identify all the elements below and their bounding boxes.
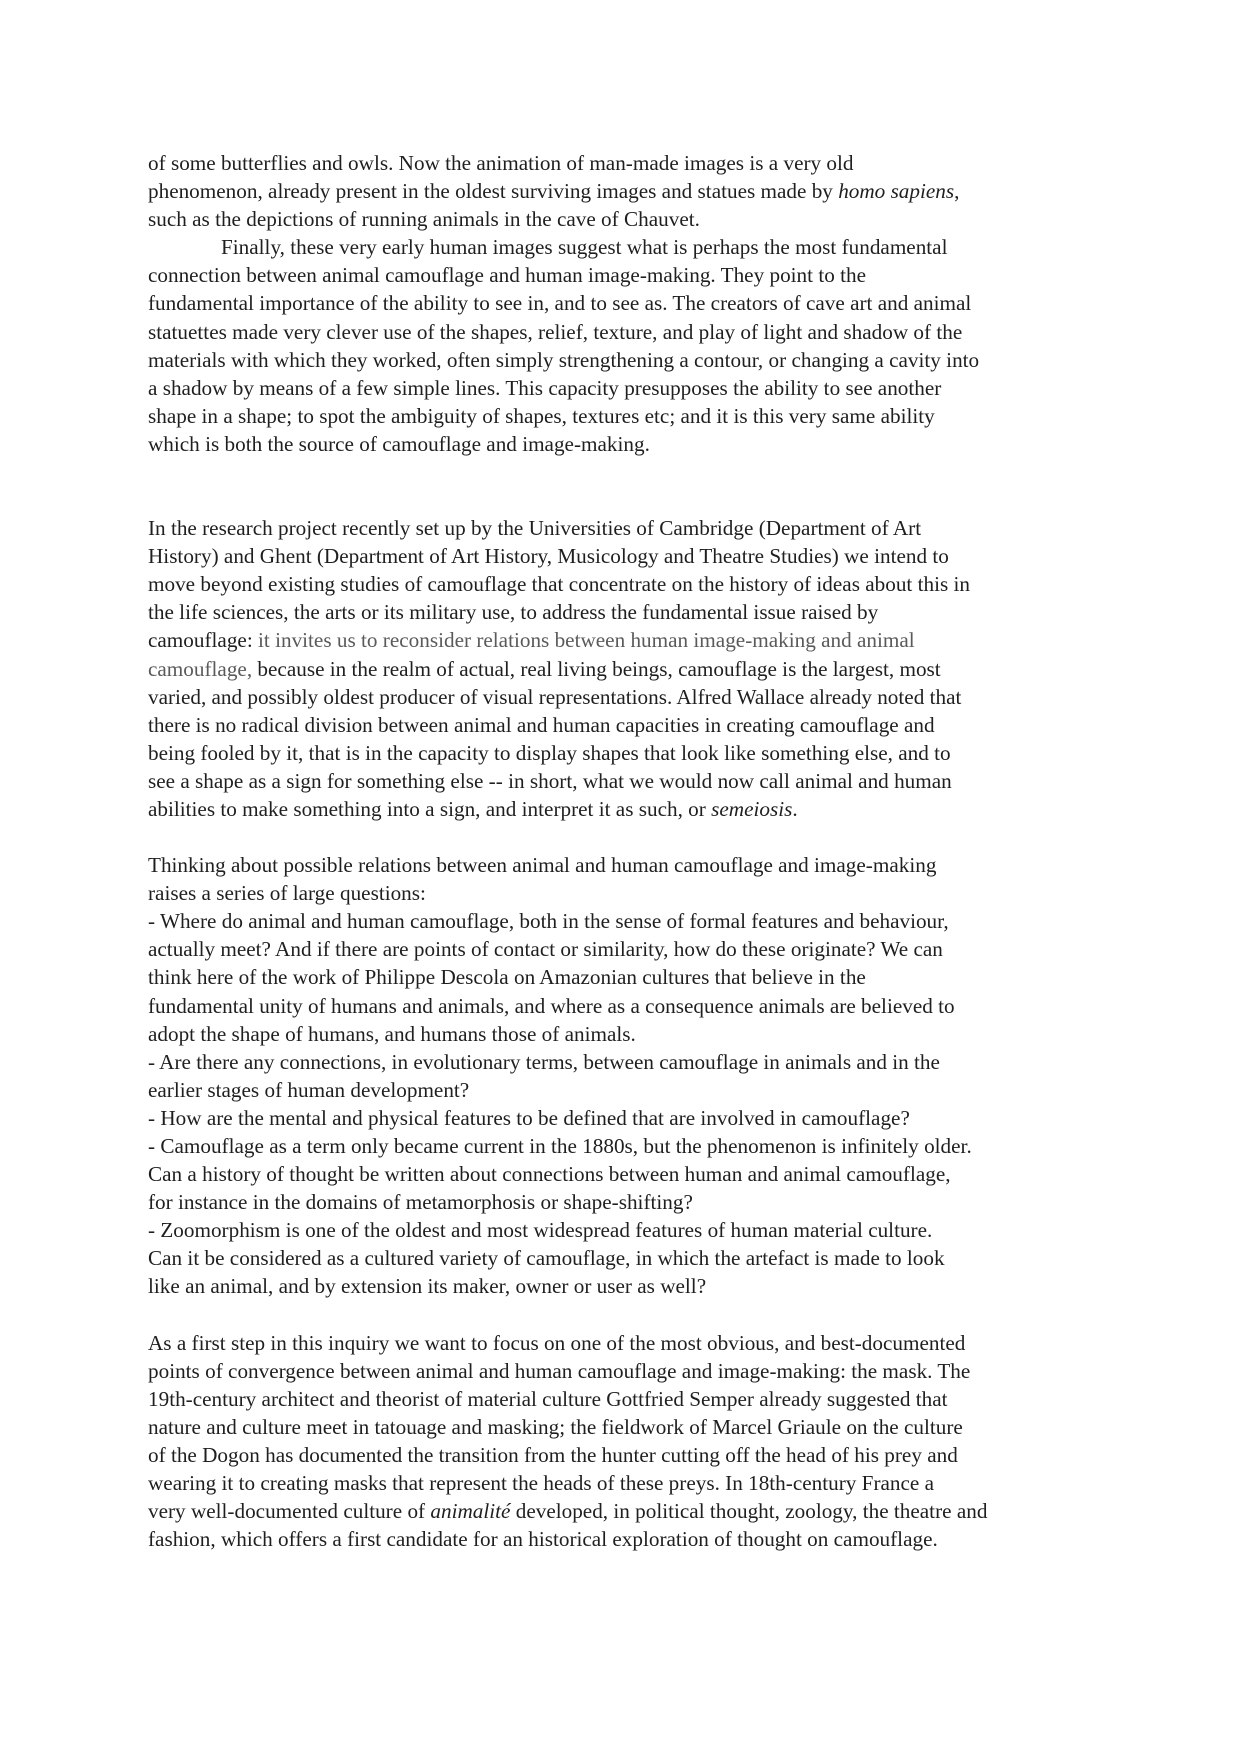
text-line: fundamental importance of the ability to see in, and to see as. The creators of cave art and animal — [148, 291, 972, 316]
text-line: camouflage: it invites us to reconsider relations between human image-making and animal — [148, 628, 915, 653]
text-line: Can it be considered as a cultured variety of camouflage, in which the artefact is made to look — [148, 1246, 945, 1271]
text-line: Finally, these very early human images suggest what is perhaps the most fundamental — [221, 235, 948, 260]
list-item: - Where do animal and human camouflage, both in the sense of formal features and behaviour, — [148, 909, 949, 934]
text-line: for instance in the domains of metamorphosis or shape-shifting? — [148, 1190, 693, 1215]
text-line: 19th-century architect and theorist of material culture Gottfried Semper already suggested that — [148, 1386, 948, 1411]
list-item: - Zoomorphism is one of the oldest and most widespread features of human material culture. — [148, 1218, 933, 1243]
text-line: statuettes made very clever use of the shapes, relief, texture, and play of light and shadow of the — [148, 319, 963, 344]
text-line: abilities to make something into a sign, and interpret it as such, or semeiosis. — [148, 796, 798, 821]
text-line: wearing it to creating masks that represent the heads of these preys. In 18th-century France a — [148, 1471, 935, 1496]
text-line: fashion, which offers a first candidate for an historical exploration of thought on camouflage. — [148, 1527, 938, 1552]
list-item: - How are the mental and physical features to be defined that are involved in camouflage? — [148, 1105, 910, 1130]
text-line: think here of the work of Philippe Descola on Amazonian cultures that believe in the — [148, 965, 866, 990]
text-line: a shadow by means of a few simple lines. This capacity presupposes the ability to see another — [148, 375, 942, 400]
text-line: materials with which they worked, often simply strengthening a contour, or changing a cavity into — [148, 347, 980, 372]
text-line: actually meet? And if there are points of contact or similarity, how do these originate? We can — [148, 937, 943, 962]
text-line: In the research project recently set up by the Universities of Cambridge (Department of Art — [148, 516, 922, 541]
text-line: earlier stages of human development? — [148, 1077, 470, 1102]
paragraph-spacer — [148, 823, 1098, 851]
text-line: fundamental unity of humans and animals, and where as a consequence animals are believed to — [148, 993, 955, 1018]
text-line: camouflage, because in the realm of actual, real living beings, camouflage is the largest, most — [148, 656, 941, 681]
paragraph-fundamental-connection — [148, 233, 1098, 458]
text-line: History) and Ghent (Department of Art History, Musicology and Theatre Studies) we intend to — [148, 544, 949, 569]
italic-term: homo sapiens — [838, 179, 955, 204]
text-line: very well-documented culture of animalité developed, in political thought, zoology, the theatre and — [148, 1499, 988, 1524]
text-line: such as the depictions of running animals in the cave of Chauvet. — [148, 207, 700, 232]
text-line: adopt the shape of humans, and humans those of animals. — [148, 1021, 636, 1046]
text-line: connection between animal camouflage and human image-making. They point to the — [148, 263, 866, 288]
highlighted-text: camouflage, — [148, 656, 253, 681]
highlighted-text: it invites us to reconsider relations between human image-making and animal — [258, 628, 915, 653]
text-line: points of convergence between animal and human camouflage and image-making: the mask. The — [148, 1358, 971, 1383]
text-line: which is both the source of camouflage and image-making. — [148, 431, 650, 456]
list-item: - Camouflage as a term only became current in the 1880s, but the phenomenon is infinitely older. — [148, 1134, 972, 1158]
paragraph-spacer — [148, 1301, 1098, 1329]
list-item: - Are there any connections, in evolutionary terms, between camouflage in animals and in the — [148, 1049, 940, 1074]
text-line: the life sciences, the arts or its military use, to address the fundamental issue raised by — [148, 600, 879, 625]
text-line: being fooled by it, that is in the capacity to display shapes that look like something else, and to — [148, 740, 951, 765]
paragraph-chauvet — [148, 149, 1098, 233]
text-line: there is no radical division between animal and human capacities in creating camouflage and — [148, 712, 935, 737]
text-line: nature and culture meet in tatouage and masking; the fieldwork of Marcel Griaule on the culture — [148, 1414, 963, 1439]
text-line: of some butterflies and owls. Now the animation of man-made images is a very old — [148, 151, 854, 175]
paragraph-mask — [148, 1329, 1098, 1554]
section-spacer — [148, 458, 1098, 514]
paragraph-research-project — [148, 514, 1098, 823]
text-line: Can a history of thought be written about connections between human and animal camouflage, — [148, 1162, 951, 1187]
text-line: move beyond existing studies of camouflage that concentrate on the history of ideas about this in — [148, 572, 970, 597]
text-line: phenomenon, already present in the oldest surviving images and statues made by homo sapiens, — [148, 179, 960, 204]
document-page — [148, 149, 1098, 1553]
italic-term: semeiosis — [711, 796, 793, 821]
text-line: of the Dogon has documented the transition from the hunter cutting off the head of his prey and — [148, 1442, 958, 1467]
text-line: see a shape as a sign for something else -- in short, what we would now call animal and human — [148, 768, 952, 793]
text-line: shape in a shape; to spot the ambiguity of shapes, textures etc; and it is this very same ability — [148, 403, 935, 428]
text-line: Thinking about possible relations between animal and human camouflage and image-making — [148, 853, 937, 878]
text-line: raises a series of large questions: — [148, 881, 426, 906]
text-line: varied, and possibly oldest producer of visual representations. Alfred Wallace already noted that — [148, 684, 962, 709]
text-line: like an animal, and by extension its maker, owner or user as well? — [148, 1274, 707, 1299]
paragraph-questions — [148, 851, 1098, 1301]
italic-term: animalité — [430, 1499, 511, 1524]
text-line: As a first step in this inquiry we want to focus on one of the most obvious, and best-documented — [148, 1330, 966, 1355]
